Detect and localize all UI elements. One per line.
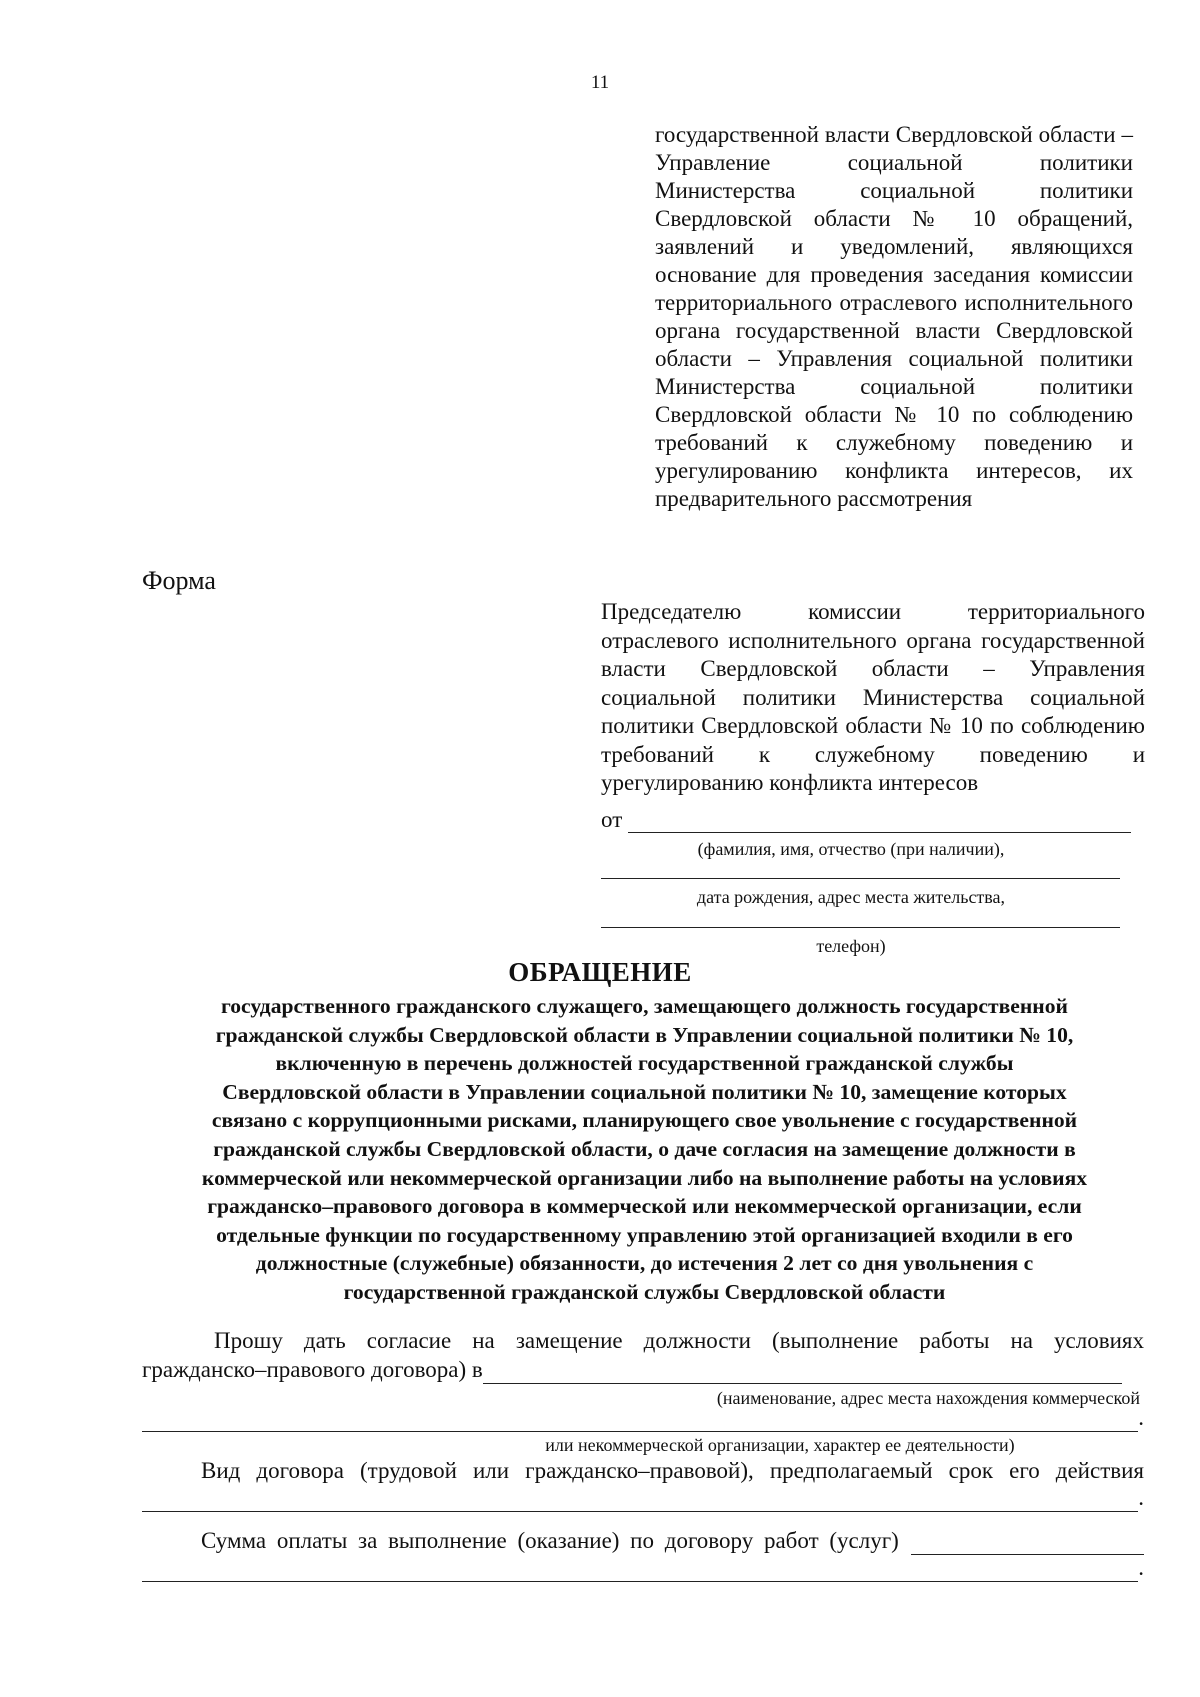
form-label: Форма [142,566,216,595]
subtitle-line: включенную в перечень должностей государственной гражданской службы [275,1051,1014,1076]
subtitle-line: гражданской службы Свердловской области в Управлении социальной политики № 10, [215,1022,1074,1047]
phone-field[interactable] [601,905,1120,928]
document-title: ОБРАЩЕНИЕ [508,957,692,987]
caption-organization-1: (наименование, адрес места нахождения коммерческой [716,1388,1140,1408]
addressee-block: Председателю комиссии территориального отраслевого исполнительного органа государственной власти Свердловской области – Управления социальной политики Министерства социальной политики Свердловской области № 10 по соблюдению требований к служебному поведению и урегулированию конфликта интересов [601,599,1145,795]
period-mark: . [1138,1405,1144,1430]
payment-sum-field-2[interactable] [142,1559,1138,1582]
header-note: государственной власти Свердловской области – Управление социальной политики Министерства социальной политики Свердловской области № 10 обращений, заявлений и уведомлений, являющихся основание для проведения заседания комиссии территориального отраслевого исполнительного органа государственной власти Свердловской области – Управления социальной политики Министерства социальной политики Свердловской области № 10 по соблюдению требований к служебному поведению и урегулированию конфликта интересов, их предварительного рассмотрения [655,122,1133,511]
payment-row-2 [142,1554,1144,1582]
payment-sum-field[interactable] [911,1530,1144,1555]
subtitle-line: государственной гражданской службы Свердловской области [343,1279,946,1304]
subtitle-line: должностные (служебные) обязанности, до истечения 2 лет со дня увольнения с [255,1251,1034,1276]
birth-address-field[interactable] [601,856,1120,879]
request-line-1: Прошу дать согласие на замещение должности (выполнение работы на условиях [214,1328,1144,1353]
subtitle-line: отдельные функции по государственному управлению этой организацией входили в его [216,1222,1073,1247]
organization-row-2 [142,1404,1144,1432]
contract-type-row [142,1484,1144,1512]
subtitle-line: гражданской службы Свердловской области, о даче согласия на замещение должности в [213,1136,1076,1161]
page-number: 11 [590,72,610,93]
payment-row [201,1527,1144,1555]
subtitle-line: Свердловской области в Управлении социальной политики № 10, замещение которых [222,1079,1067,1104]
caption-birth-address: дата рождения, адрес места жительства, [696,887,1006,907]
period-mark: . [1138,1555,1144,1580]
caption-phone: телефон) [816,936,886,956]
request-row-2 [142,1356,1144,1384]
organization-field[interactable] [483,1359,1122,1384]
from-label: от [601,807,623,832]
contract-type-field[interactable] [142,1489,1138,1512]
subtitle-line: связано с коррупционными рисками, планирующего свое увольнение с государственной [211,1108,1078,1133]
subtitle-line: коммерческой или некоммерческой организации либо на выполнение работы на условиях [201,1165,1088,1190]
payment-sum-line: Сумма оплаты за выполнение (оказание) по договору работ (услуг) [201,1528,899,1553]
caption-name: (фамилия, имя, отчество (при наличии), [697,839,1005,859]
request-line-2: гражданско–правового договора) в [142,1357,483,1382]
organization-field-2[interactable] [142,1409,1138,1432]
caption-organization-2: или некоммерческой организации, характер ее деятельности) [545,1435,1015,1455]
from-row [601,807,1131,833]
document-subtitle [142,992,1147,1307]
subtitle-line: государственного гражданского служащего, замещающего должность государственной [220,994,1068,1018]
period-mark: . [1138,1485,1144,1510]
from-name-field[interactable] [628,808,1131,833]
subtitle-line: гражданско–правового договора в коммерческой или некоммерческой организации, если [207,1194,1082,1219]
contract-type-line: Вид договора (трудовой или гражданско–правовой), предполагаемый срок его действия [201,1458,1144,1483]
